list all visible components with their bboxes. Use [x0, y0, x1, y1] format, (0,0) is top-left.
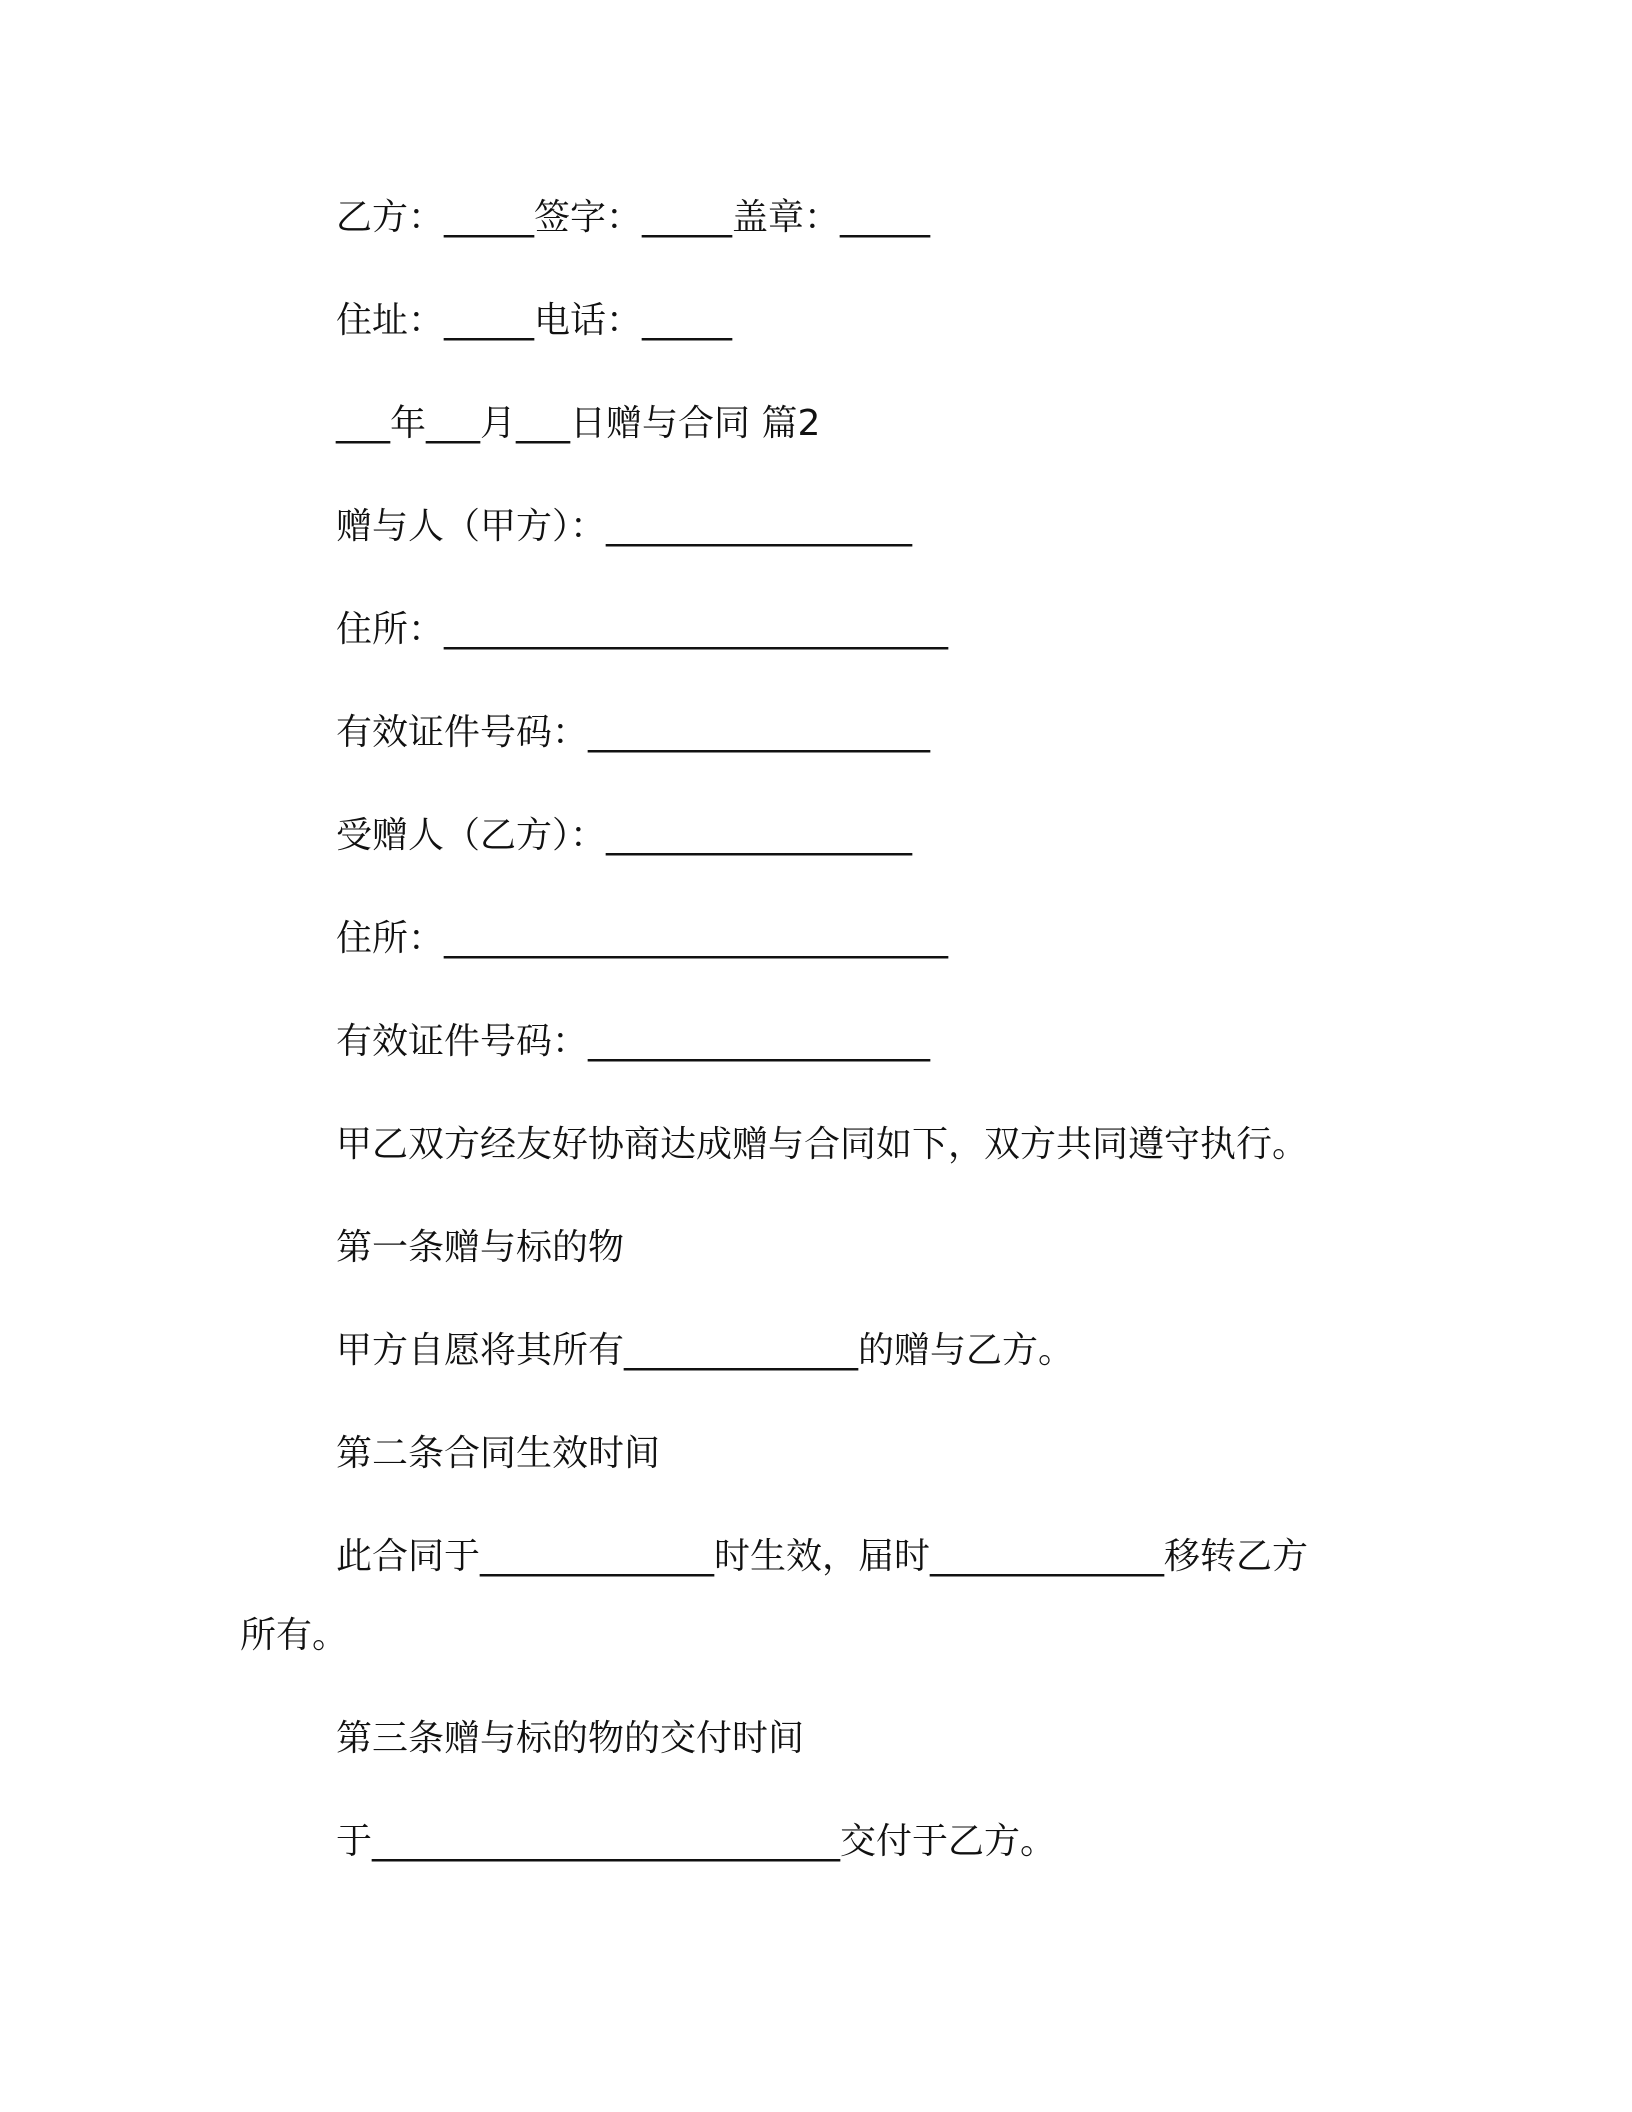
article-3-heading: 第三条赠与标的物的交付时间	[336, 1718, 805, 1759]
article-1-content: 甲方自愿将其所有_____________的赠与乙方。	[336, 1330, 1075, 1371]
donee-id-number-field: 有效证件号码：___________________	[336, 1021, 931, 1062]
article-1-heading: 第一条赠与标的物	[336, 1227, 625, 1268]
donee-residence-field: 住所：____________________________	[336, 918, 949, 959]
agreement-intro-paragraph: 甲乙双方经友好协商达成赠与合同如下，双方共同遵守执行。	[336, 1124, 1309, 1165]
article-2-content: 此合同于_____________时生效，届时_____________移转乙方	[336, 1536, 1309, 1577]
address-phone-line: 住址：_____电话：_____	[336, 300, 733, 341]
article-2-content-continued: 所有。	[240, 1615, 349, 1656]
article-3-content: 于__________________________交付于乙方。	[336, 1821, 1057, 1862]
article-2-heading: 第二条合同生效时间	[336, 1433, 661, 1474]
party-b-signature-line: 乙方：_____签字：_____盖章：_____	[336, 197, 931, 238]
donee-party-b-field: 受赠人（乙方）：_________________	[336, 815, 913, 856]
donor-party-a-field: 赠与人（甲方）：_________________	[336, 506, 913, 547]
donor-id-number-field: 有效证件号码：___________________	[336, 712, 931, 753]
donor-residence-field: 住所：____________________________	[336, 609, 949, 650]
date-and-section-title: ___年___月___日赠与合同 篇2	[336, 403, 821, 444]
